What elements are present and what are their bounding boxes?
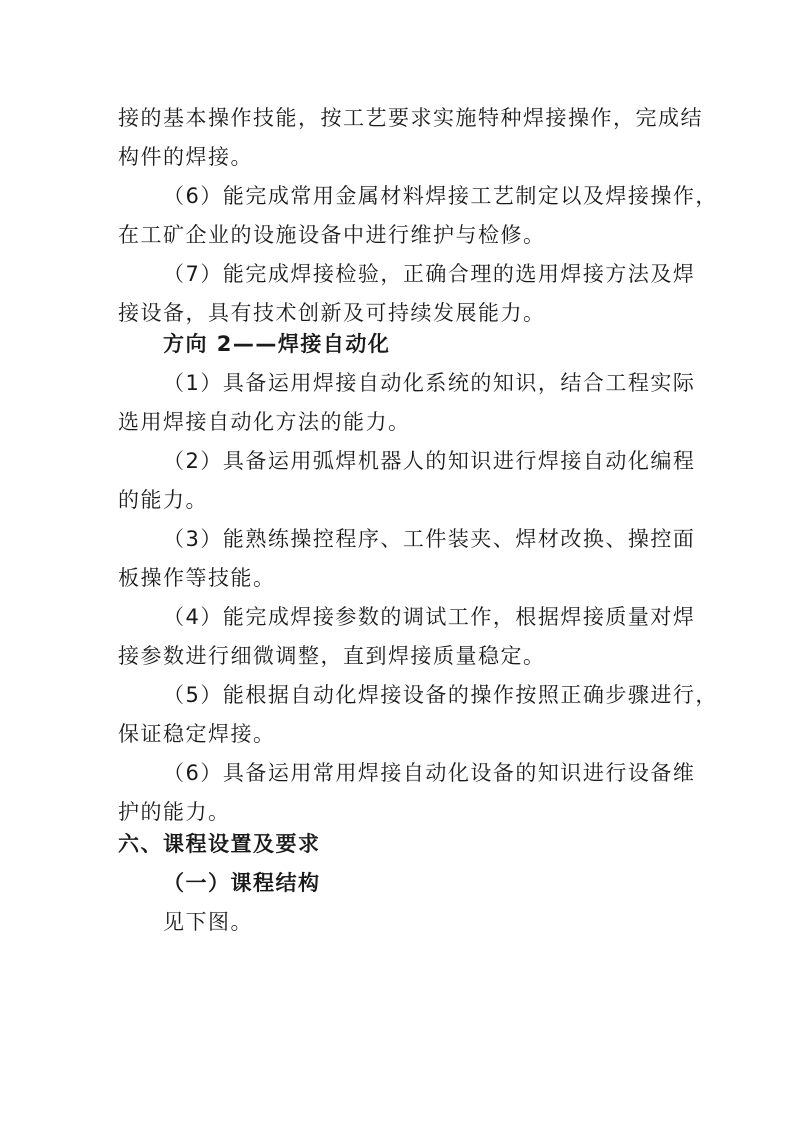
paragraph-line: （2）具备运用弧焊机器人的知识进行焊接自动化编程	[163, 449, 696, 473]
paragraph-line: （6）具备运用常用焊接自动化设备的知识进行设备维	[163, 761, 696, 785]
paragraph-line: 护的能力。	[118, 800, 231, 824]
paragraph-line: （6）能完成常用金属材料焊接工艺制定以及焊接操作，	[163, 184, 718, 208]
paragraph-line: （3）能熟练操控程序、工件装夹、焊材改换、操控面	[163, 527, 696, 551]
paragraph-line: （1）具备运用焊接自动化系统的知识，结合工程实际	[163, 371, 696, 395]
direction-heading: 方向 2——焊接自动化	[163, 332, 391, 356]
paragraph-line: 见下图。	[163, 910, 253, 934]
paragraph-line: （4）能完成焊接参数的调试工作，根据焊接质量对焊	[163, 605, 696, 629]
section-heading: 六、课程设置及要求	[118, 832, 321, 856]
paragraph-line: 构件的焊接。	[118, 145, 253, 169]
paragraph-line: （7）能完成焊接检验，正确合理的选用焊接方法及焊	[163, 262, 696, 286]
paragraph-line: 选用焊接自动化方法的能力。	[118, 410, 411, 434]
paragraph-line: 接参数进行细微调整，直到焊接质量稳定。	[118, 644, 546, 668]
paragraph-line: （5）能根据自动化焊接设备的操作按照正确步骤进行，	[163, 683, 718, 707]
paragraph-line: 保证稳定焊接。	[118, 722, 276, 746]
paragraph-line: 板操作等技能。	[118, 566, 276, 590]
paragraph-line: 接设备，具有技术创新及可持续发展能力。	[118, 301, 546, 325]
paragraph-line: 在工矿企业的设施设备中进行维护与检修。	[118, 223, 546, 247]
paragraph-line: 接的基本操作技能，按工艺要求实施特种焊接操作，完成结	[118, 106, 703, 130]
subsection-heading: （一）课程结构	[163, 871, 321, 895]
paragraph-line: 的能力。	[118, 488, 208, 512]
